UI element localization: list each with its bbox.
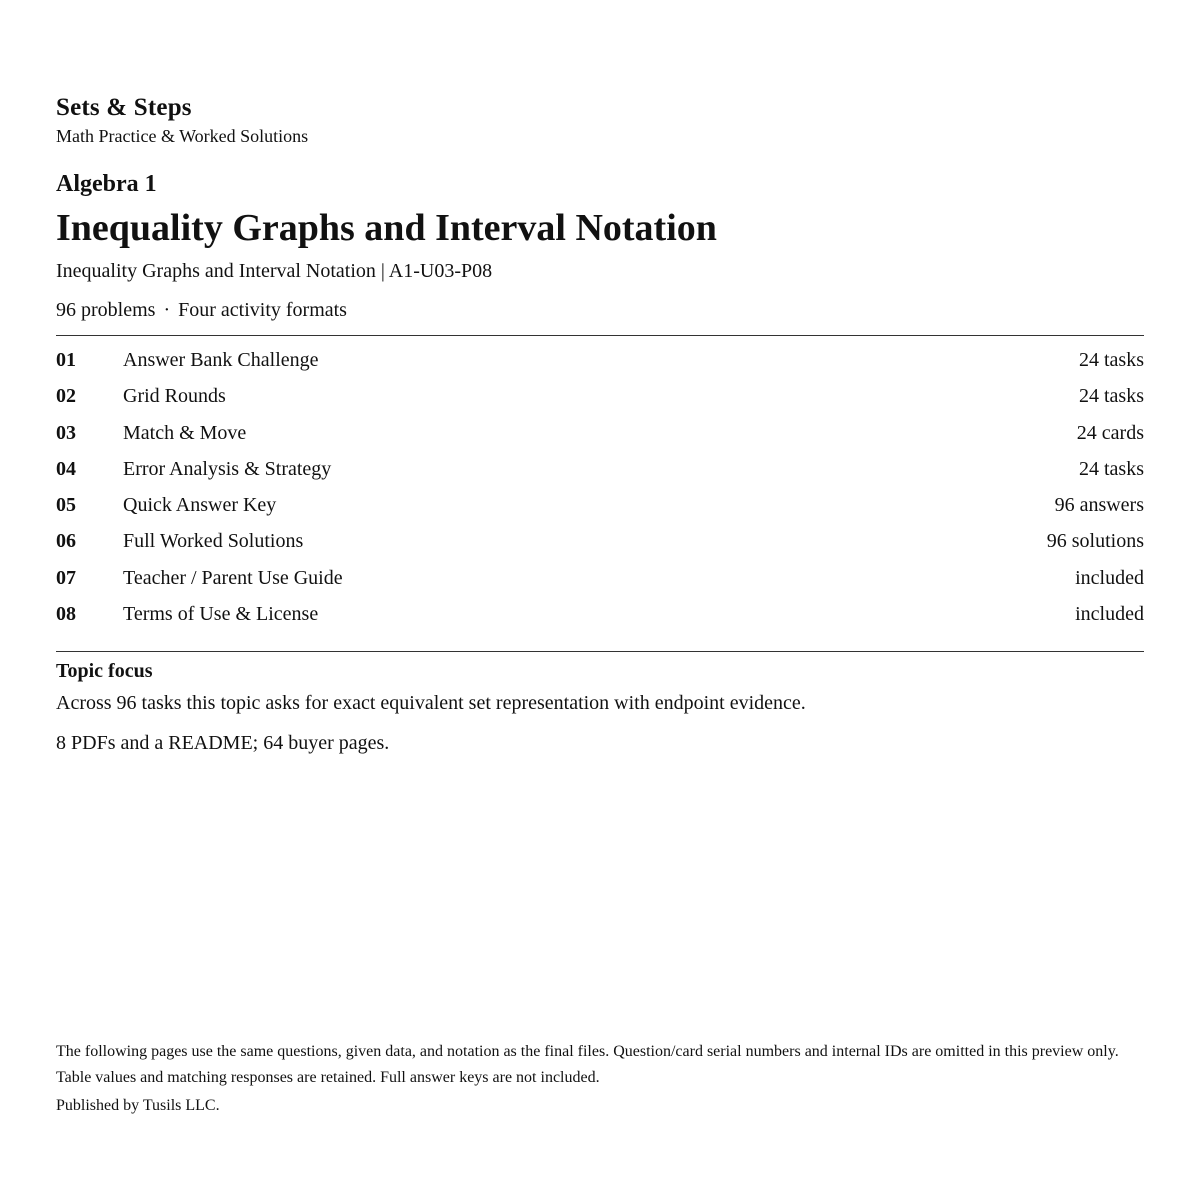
contents-item	[56, 523, 1144, 559]
document-page	[56, 0, 1144, 1200]
contents-item-count: 24 cards	[1076, 421, 1144, 444]
contents-item-number: 08	[56, 603, 76, 626]
brand-name: Sets & Steps	[56, 94, 192, 121]
contents-item-number: 02	[56, 385, 76, 408]
product-meta	[56, 299, 347, 322]
contents-item-label: Grid Rounds	[123, 385, 226, 408]
contents-item	[56, 560, 1144, 596]
page-title: Inequality Graphs and Interval Notation	[56, 207, 717, 249]
contents-item	[56, 342, 1144, 378]
contents-item-count: included	[1075, 566, 1144, 589]
contents-item-count: included	[1075, 603, 1144, 626]
contents-item-number: 04	[56, 457, 76, 480]
contents-item-label: Teacher / Parent Use Guide	[123, 566, 343, 589]
contents-item-label: Answer Bank Challenge	[123, 349, 319, 371]
contents-item	[56, 487, 1144, 523]
contents-item-count: 96 answers	[1054, 494, 1144, 517]
divider-top	[56, 335, 1144, 336]
contents-item-number: 01	[56, 349, 76, 371]
contents-item-count: 24 tasks	[1079, 349, 1144, 371]
activity-formats: Four activity formats	[178, 299, 347, 321]
problem-count: 96 problems	[56, 299, 156, 321]
contents-item-label: Terms of Use & License	[123, 603, 319, 626]
preview-disclaimer: The following pages use the same questions, given data, and notation as the final files. Question/card serial numbers and internal IDs are omitted in this preview only. Table values and matching responses are retained. Full answer keys are not included.	[56, 1043, 1119, 1086]
files-summary: 8 PDFs and a README; 64 buyer pages.	[56, 732, 390, 754]
contents-item-label: Full Worked Solutions	[123, 530, 304, 553]
contents-item	[56, 451, 1144, 487]
contents-item	[56, 378, 1144, 414]
contents-item-count: 24 tasks	[1079, 457, 1144, 480]
contents-item-label: Quick Answer Key	[123, 494, 277, 517]
contents-item-label: Match & Move	[123, 421, 247, 444]
contents-item-number: 07	[56, 566, 76, 589]
topic-focus-heading: Topic focus	[56, 660, 153, 682]
divider-bottom	[56, 651, 1144, 652]
contents-list	[56, 342, 1144, 632]
contents-item	[56, 596, 1144, 632]
brand-tagline: Math Practice & Worked Solutions	[56, 126, 309, 146]
course-title: Algebra 1	[56, 171, 157, 197]
contents-item-count: 96 solutions	[1046, 530, 1144, 553]
contents-item-number: 06	[56, 530, 76, 553]
contents-item-number: 05	[56, 494, 76, 517]
contents-item-number: 03	[56, 421, 76, 444]
meta-separator: ·	[163, 299, 171, 321]
contents-item-count: 24 tasks	[1079, 385, 1144, 408]
product-code-line: Inequality Graphs and Interval Notation | A1-U03-P08	[56, 260, 493, 282]
contents-item-label: Error Analysis & Strategy	[123, 457, 332, 480]
publisher-line: Published by Tusils LLC.	[56, 1097, 220, 1114]
topic-focus-text: Across 96 tasks this topic asks for exact equivalent set representation with endpoint evidence.	[56, 692, 806, 714]
contents-item	[56, 415, 1144, 451]
